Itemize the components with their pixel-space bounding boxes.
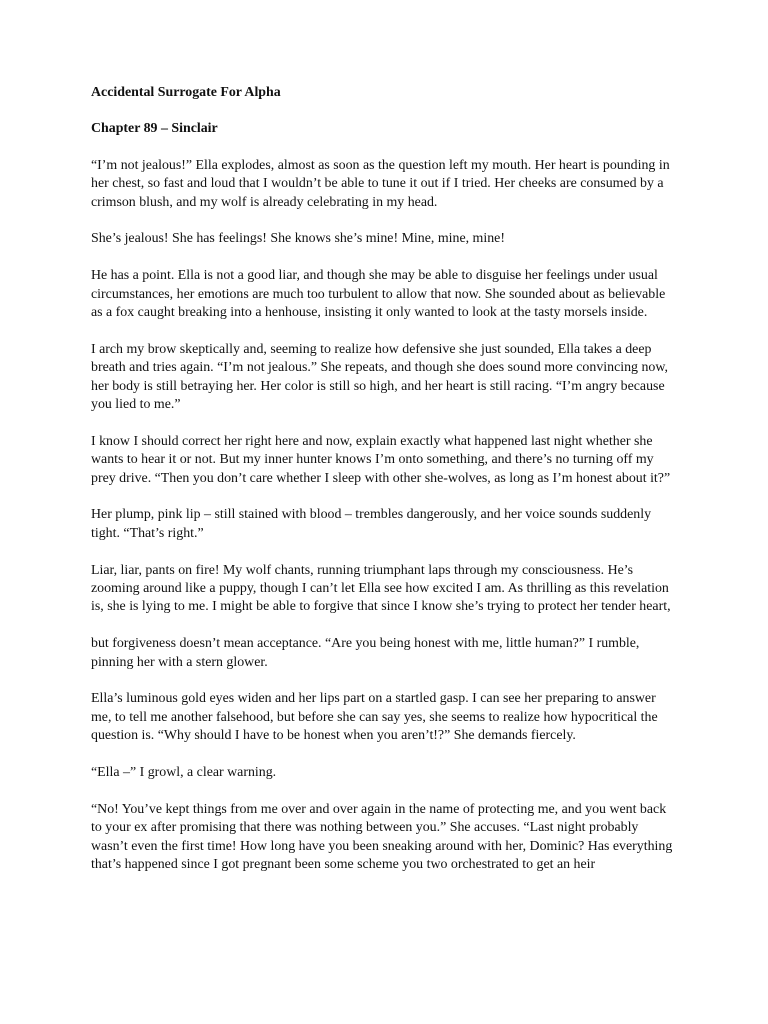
document-page <box>91 84 677 893</box>
paragraph: “I’m not jealous!” Ella explodes, almost as soon as the question left my mouth. Her heart is pounding in her chest, so fast and loud that I wouldn’t be able to tune it out if I tried. Her cheeks are consumed by a crimson blush, and my wolf is already celebrating in my head. <box>91 157 670 210</box>
paragraph: Ella’s luminous gold eyes widen and her lips part on a startled gasp. I can see her preparing to answer me, to tell me another falsehood, but before she can say yes, she seems to realize how hypocritical the question is. “Why should I have to be honest when you aren’t!?” She demands fiercely. <box>91 691 658 744</box>
paragraph: I know I should correct her right here and now, explain exactly what happened last night whether she wants to hear it or not. But my inner hunter knows I’m onto something, and there’s no turning off my prey drive. “Then you don’t care whether I sleep with other she-wolves, as long as I’m honest about it?” <box>91 433 671 486</box>
paragraph: Liar, liar, pants on fire! My wolf chants, running triumphant laps through my consciousness. He’s zooming around like a puppy, though I can’t let Ella see how excited I am. As thrilling as this revelation is, she is lying to me. I might be able to forgive that since I know she’s trying to protect her tender heart, <box>91 562 671 615</box>
paragraph: “Ella –” I growl, a clear warning. <box>91 765 277 781</box>
paragraph: but forgiveness doesn’t mean acceptance. “Are you being honest with me, little human?” I rumble, pinning her with a stern glower. <box>91 636 640 670</box>
paragraph: She’s jealous! She has feelings! She knows she’s mine! Mine, mine, mine! <box>91 231 505 247</box>
paragraph: I arch my brow skeptically and, seeming to realize how defensive she just sounded, Ella takes a deep breath and tries again. “I’m not jealous.” She repeats, and though she does sound more convincing now, her body is still betraying her. Her color is still so high, and her heart is still racing. “I’m angry because you lied to me.” <box>91 341 668 413</box>
paragraph: Her plump, pink lip – still stained with blood – trembles dangerously, and her voice sounds suddenly tight. “That’s right.” <box>91 507 652 541</box>
paragraph: He has a point. Ella is not a good liar, and though she may be able to disguise her feelings under usual circumstances, her emotions are much too turbulent to allow that now. She sounded about as believable as a fox caught breaking into a henhouse, insisting it only wanted to look at the tasty morsels inside. <box>91 268 666 321</box>
chapter-title: Chapter 89 – Sinclair <box>91 121 218 137</box>
book-title: Accidental Surrogate For Alpha <box>91 85 281 100</box>
paragraph: “No! You’ve kept things from me over and over again in the name of protecting me, and you went back to your ex after promising that there was nothing between you.” She accuses. “Last night probably wasn’t even the first time! How long have you been sneaking around with her, Dominic? Has everything that’s happened since I got pregnant been some scheme you two orchestrated to get an heir <box>91 801 673 873</box>
